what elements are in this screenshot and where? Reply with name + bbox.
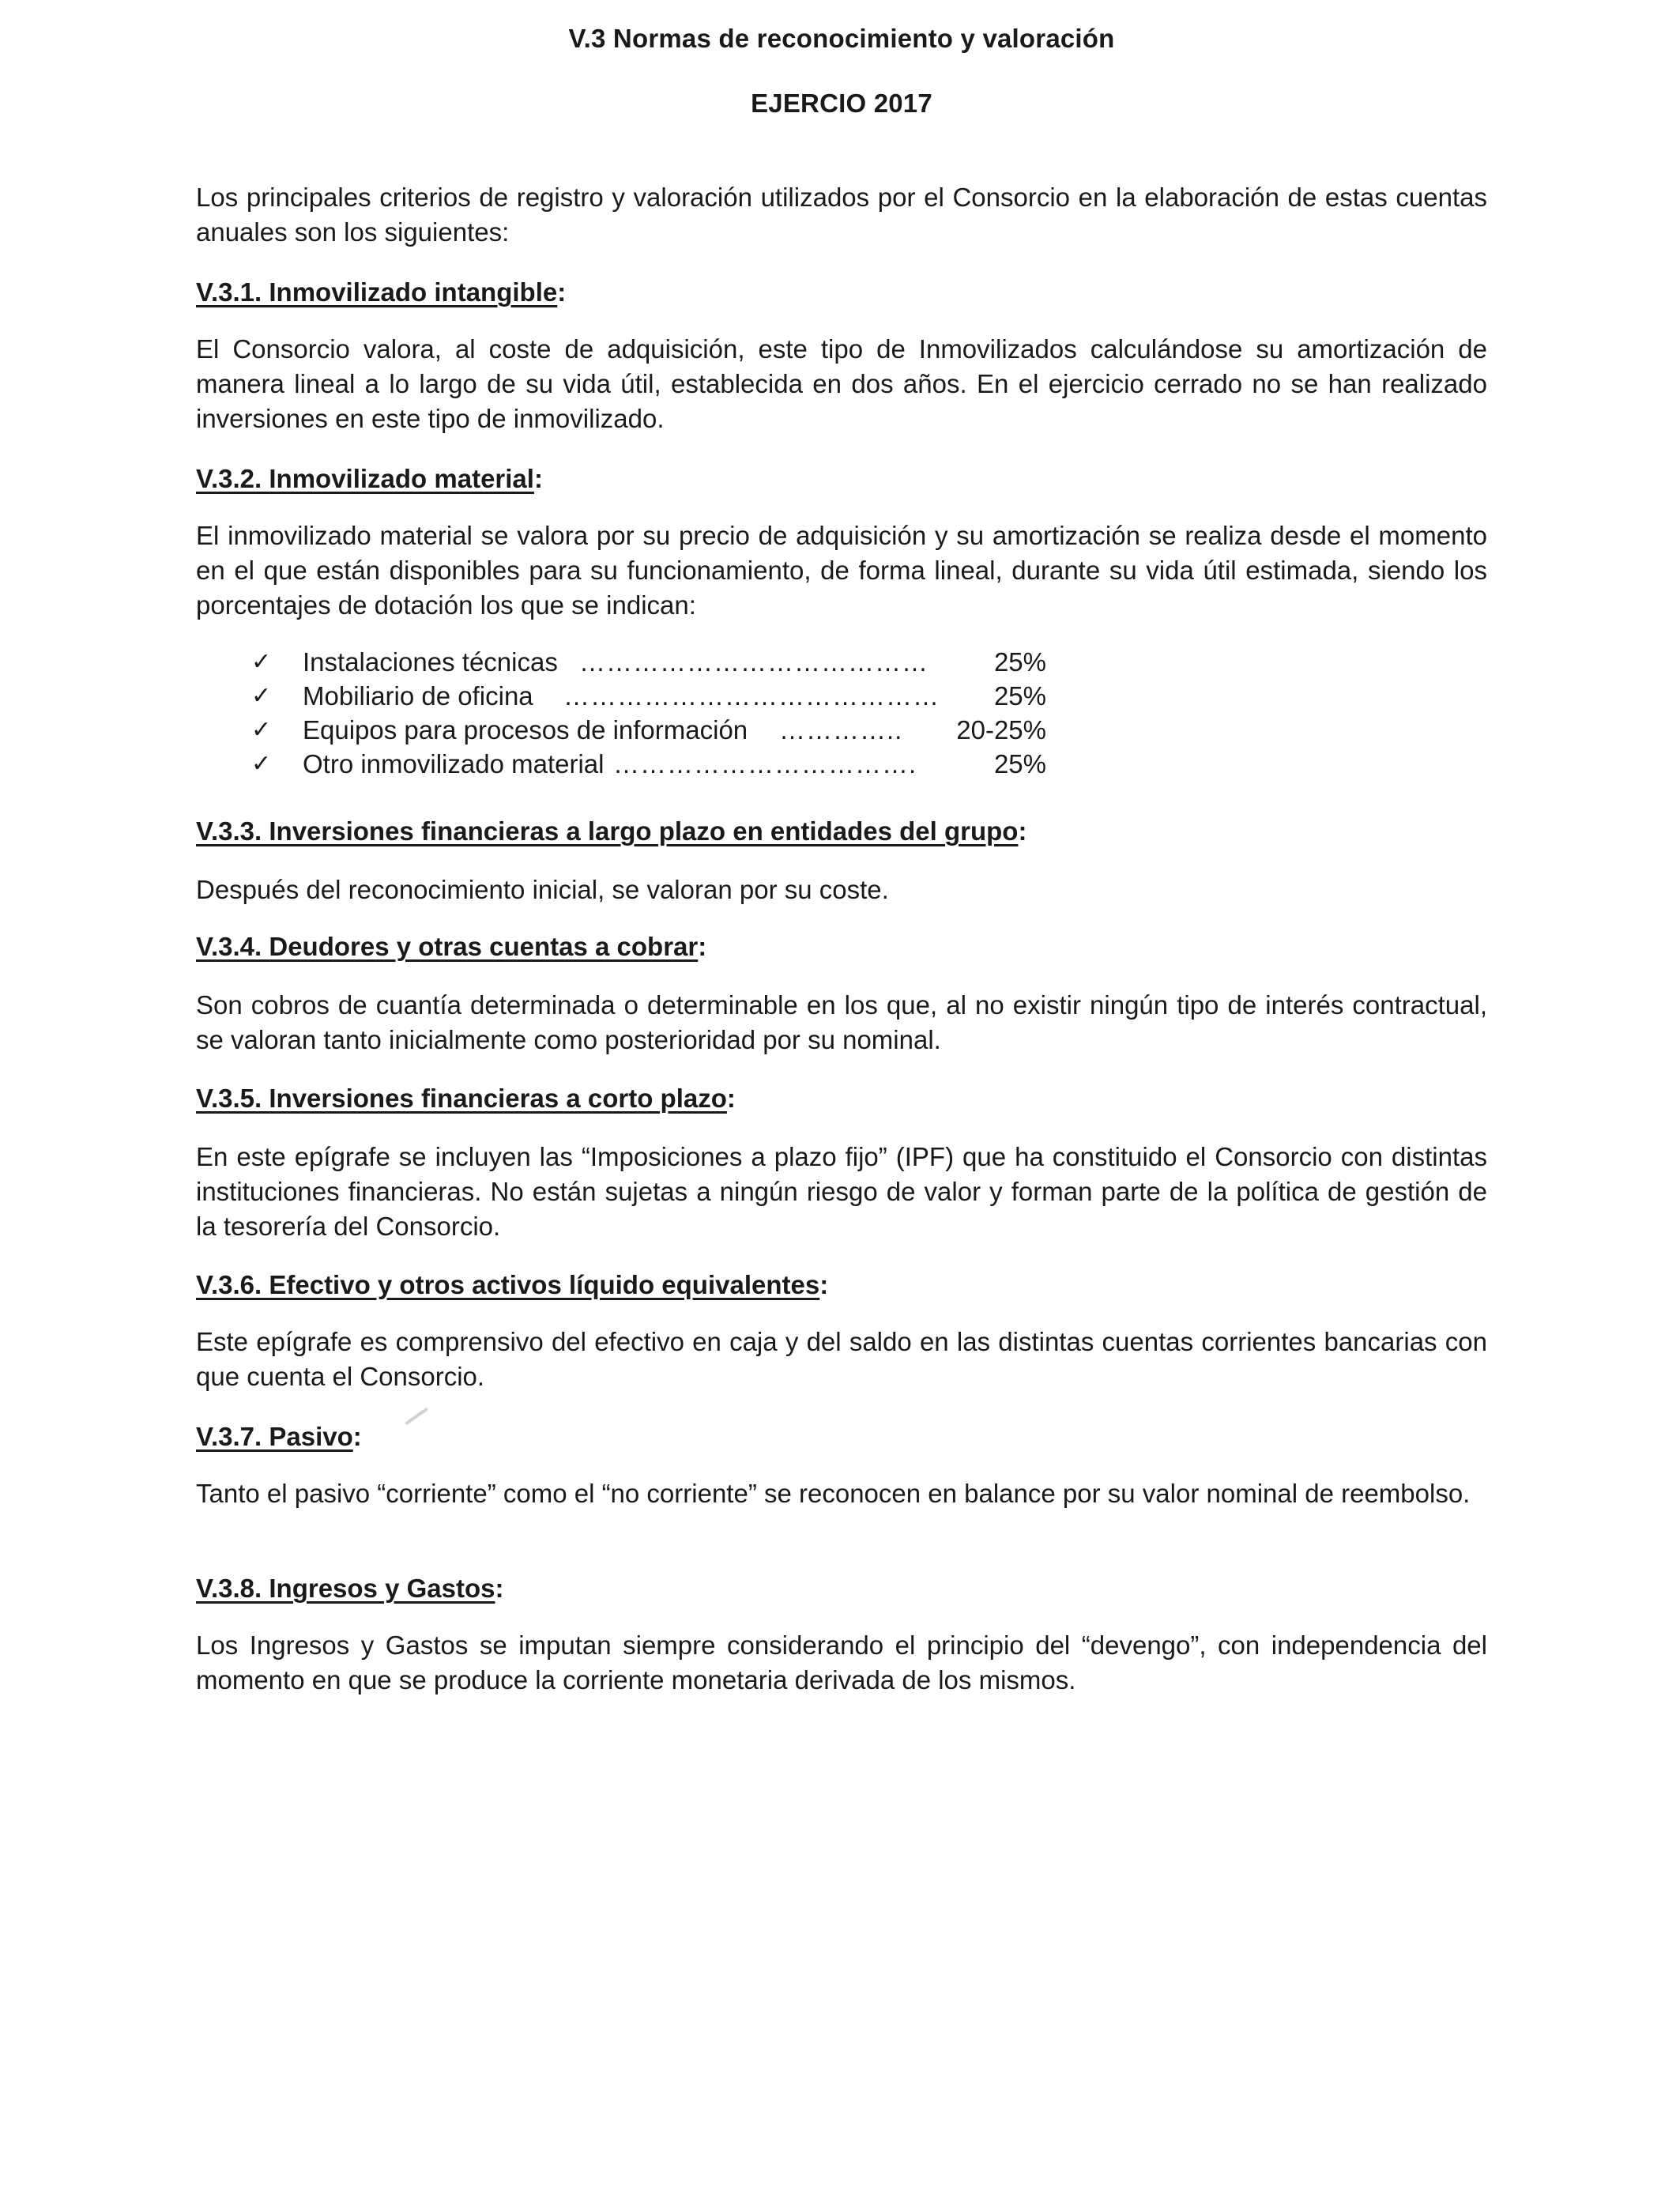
- section-body-3-5: En este epígrafe se incluyen las “Imposiciones a plazo fijo” (IPF) que ha constituido el Consorcio con distintas instituciones financieras. No están sujetas a ningún riesgo de valor y forman parte de la política de gestión de la tesorería del Consorcio.: [196, 1142, 1487, 1241]
- section-body-3-1: El Consorcio valora, al coste de adquisición, este tipo de Inmovilizados calculándose su amortización de manera lineal a lo largo de su vida útil, establecida en dos años. En el ejercicio cerrado no se han realizado inversiones en este tipo de inmovilizado.: [196, 334, 1487, 433]
- check-icon: ✓: [251, 751, 272, 777]
- section-heading-3-1-text: V.3.1. Inmovilizado intangible: [196, 277, 558, 307]
- section-heading-3-4-text: V.3.4. Deudores y otras cuentas a cobrar: [196, 932, 699, 961]
- section-heading-3-6-text: V.3.6. Efectivo y otros activos líquido equivalentes: [196, 1270, 820, 1299]
- document-subtitle: EJERCIO 2017: [751, 89, 932, 118]
- section-body-3-4: Son cobros de cuantía determinada o determinable en los que, al no existir ningún tipo de interés contractual, se valoran tanto inicialmente como posterioridad por su nominal.: [196, 990, 1487, 1054]
- section-heading-3-2-text: V.3.2. Inmovilizado material: [196, 464, 534, 493]
- heading-colon: :: [352, 1422, 362, 1451]
- list-item-value: 25%: [993, 749, 1046, 778]
- check-icon: ✓: [251, 649, 272, 675]
- section-heading-3-3: [196, 814, 1026, 849]
- section-heading-3-8-text: V.3.8. Ingresos y Gastos: [196, 1574, 495, 1603]
- heading-colon: :: [1018, 816, 1027, 846]
- scan-smudge: [405, 1408, 428, 1426]
- list-item-label: Instalaciones técnicas: [303, 647, 558, 677]
- list-item: [251, 747, 1046, 781]
- list-item: [251, 679, 1046, 713]
- section-body-3-2: El inmovilizado material se valora por su precio de adquisición y su amortización se realiza desde el momento en el que están disponibles para su funcionamiento, de forma lineal, durante su vida útil estimada, siendo los porcentajes de dotación los que se indican:: [196, 521, 1487, 620]
- list-item-value: 25%: [993, 647, 1046, 677]
- section-heading-3-4: [196, 929, 706, 964]
- heading-colon: :: [533, 464, 543, 493]
- intro-paragraph: Los principales criterios de registro y valoración utilizados por el Consorcio en la elaboración de estas cuentas anuales son los siguientes:: [196, 183, 1487, 247]
- section-body-3-6: Este epígrafe es comprensivo del efectivo en caja y del saldo en las distintas cuentas corrientes bancarias con que cuenta el Consorcio.: [196, 1327, 1487, 1391]
- section-body-3-7: Tanto el pasivo “corriente” como el “no corriente” se reconocen en balance por su valor nominal de reembolso.: [196, 1479, 1471, 1508]
- section-heading-3-7-text: V.3.7. Pasivo: [196, 1422, 353, 1451]
- heading-colon: :: [819, 1270, 829, 1299]
- list-item: [251, 645, 1046, 679]
- section-heading-3-5: [196, 1081, 736, 1116]
- check-icon: ✓: [251, 683, 272, 709]
- heading-colon: :: [698, 932, 707, 961]
- list-item-label: Equipos para procesos de información: [303, 715, 748, 745]
- section-body-3-8: Los Ingresos y Gastos se imputan siempre considerando el principio del “devengo”, con independencia del momento en que se produce la corriente monetaria derivada de los mismos.: [196, 1630, 1487, 1695]
- section-heading-3-1: [196, 275, 566, 310]
- section-heading-3-5-text: V.3.5. Inversiones financieras a corto plazo: [196, 1084, 727, 1113]
- section-body-3-3: Después del reconocimiento inicial, se valoran por su coste.: [196, 875, 889, 904]
- heading-colon: :: [557, 277, 567, 307]
- depreciation-rates-list: [251, 645, 1046, 781]
- section-heading-3-7: [196, 1419, 362, 1454]
- list-item-value: 25%: [993, 681, 1046, 711]
- section-heading-3-6: [196, 1268, 828, 1302]
- list-item-dots: …………………………….: [613, 749, 917, 778]
- list-item-value: 20-25%: [956, 715, 1046, 745]
- check-icon: ✓: [251, 717, 272, 743]
- list-item-label: Mobiliario de oficina: [303, 681, 533, 711]
- list-item-dots: …………..: [779, 715, 903, 745]
- list-item: [251, 713, 1046, 747]
- section-heading-3-2: [196, 462, 543, 496]
- document-title: V.3 Normas de reconocimiento y valoración: [568, 24, 1115, 53]
- heading-colon: :: [495, 1574, 504, 1603]
- heading-colon: :: [726, 1084, 736, 1113]
- section-heading-3-3-text: V.3.3. Inversiones financieras a largo plazo en entidades del grupo: [196, 816, 1019, 846]
- list-item-label: Otro inmovilizado material: [303, 749, 605, 778]
- list-item-dots: …………………………………: [579, 647, 929, 677]
- list-item-dots: ……………………………………: [563, 681, 940, 711]
- section-heading-3-8: [196, 1571, 503, 1606]
